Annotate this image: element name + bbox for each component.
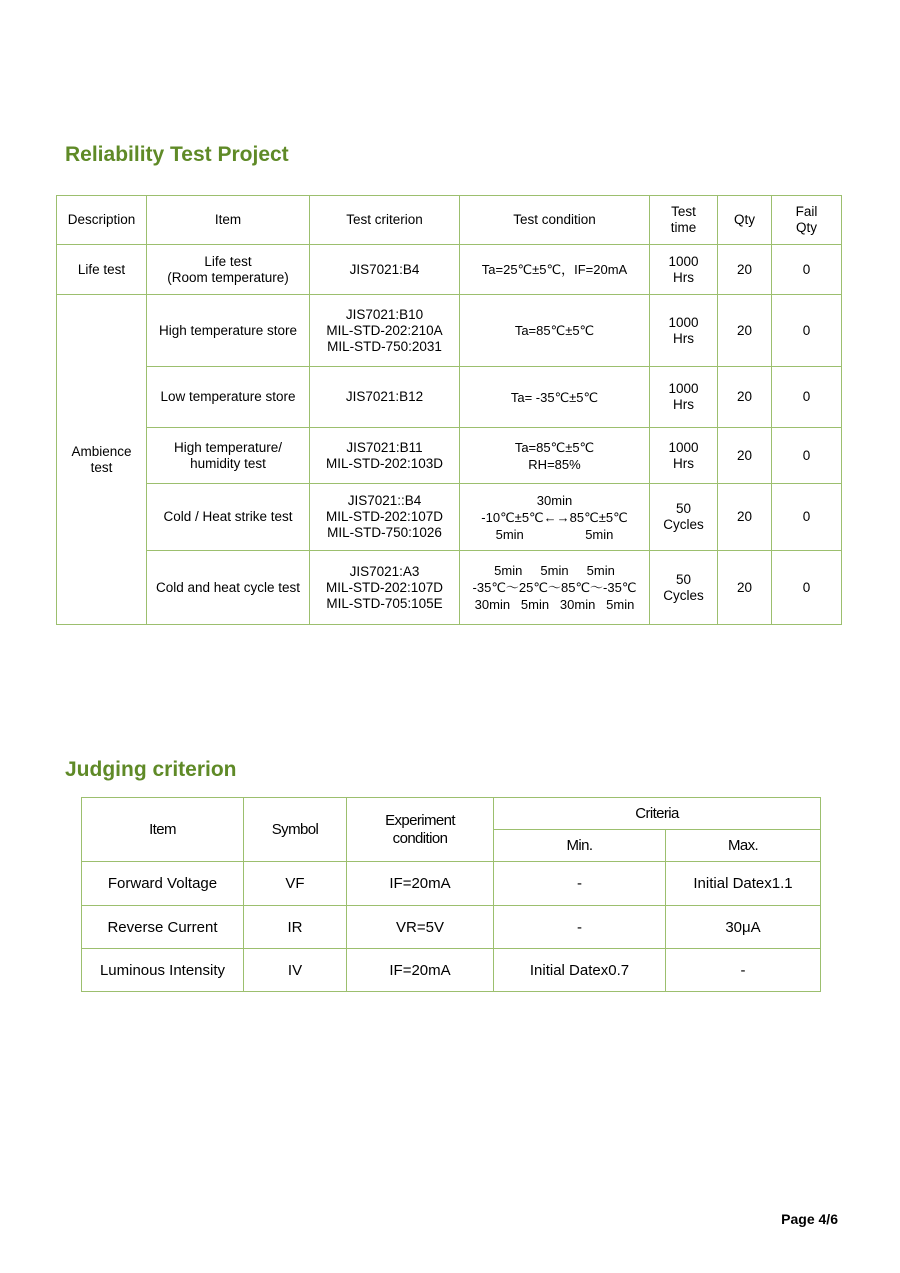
judging-min: - (494, 906, 666, 949)
header-item: Item (147, 196, 310, 245)
ambience-time: 50 Cycles (650, 551, 718, 625)
table-row (82, 862, 821, 906)
judging-condition: VR=5V (347, 906, 494, 949)
judging-table (81, 797, 821, 992)
ambience-fail: 0 (772, 428, 842, 484)
judging-symbol: IR (244, 906, 347, 949)
ambience-condition: 5min 5min 5min -35℃～25℃～85℃～-35℃ 30min 5min 30min 5min (460, 551, 650, 625)
header-criterion: Test criterion (310, 196, 460, 245)
table-row (82, 949, 821, 992)
header-min: Min. (494, 830, 666, 862)
page-number: Page 4/6 (781, 1211, 838, 1227)
table-row (57, 484, 842, 551)
reliability-title: Reliability Test Project (65, 143, 289, 166)
judging-condition: IF=20mA (347, 949, 494, 992)
ambience-fail: 0 (772, 295, 842, 367)
header-time: Test time (650, 196, 718, 245)
ambience-item: High temperature/ humidity test (147, 428, 310, 484)
header-experiment-condition: Experiment condition (347, 798, 494, 862)
judging-item: Forward Voltage (82, 862, 244, 906)
header-qty: Qty (718, 196, 772, 245)
ambience-time: 50 Cycles (650, 484, 718, 551)
header-fail: Fail Qty (772, 196, 842, 245)
ambience-criterion: JIS7021:B10 MIL-STD-202:210A MIL-STD-750:2031 (310, 295, 460, 367)
header-max: Max. (666, 830, 821, 862)
judging-max: 30μA (666, 906, 821, 949)
judging-max: Initial Datex1.1 (666, 862, 821, 906)
life-item: Life test (Room temperature) (147, 245, 310, 295)
table-row (57, 367, 842, 428)
ambience-item: High temperature store (147, 295, 310, 367)
ambience-qty: 20 (718, 484, 772, 551)
ambience-criterion: JIS7021:A3 MIL-STD-202:107D MIL-STD-705:105E (310, 551, 460, 625)
reliability-header-row (57, 196, 842, 245)
judging-min: - (494, 862, 666, 906)
life-fail: 0 (772, 245, 842, 295)
ambience-condition: Ta= -35℃±5℃ (460, 367, 650, 428)
ambience-condition: Ta=85℃±5℃ (460, 295, 650, 367)
header-criteria: Criteria (494, 798, 821, 830)
ambience-time: 1000 Hrs (650, 367, 718, 428)
ambience-item: Low temperature store (147, 367, 310, 428)
ambience-criterion: JIS7021::B4 MIL-STD-202:107D MIL-STD-750:1026 (310, 484, 460, 551)
life-qty: 20 (718, 245, 772, 295)
judging-title: Judging criterion (65, 758, 237, 781)
judging-min: Initial Datex0.7 (494, 949, 666, 992)
judging-symbol: VF (244, 862, 347, 906)
ambience-label: Ambience test (57, 295, 147, 625)
ambience-qty: 20 (718, 367, 772, 428)
judging-symbol: IV (244, 949, 347, 992)
judging-item: Luminous Intensity (82, 949, 244, 992)
ambience-qty: 20 (718, 295, 772, 367)
life-time: 1000 Hrs (650, 245, 718, 295)
table-row (57, 551, 842, 625)
ambience-time: 1000 Hrs (650, 428, 718, 484)
table-row (57, 245, 842, 295)
ambience-criterion: JIS7021:B11 MIL-STD-202:103D (310, 428, 460, 484)
reliability-table (56, 195, 842, 625)
ambience-qty: 20 (718, 428, 772, 484)
table-row (82, 906, 821, 949)
header-condition: Test condition (460, 196, 650, 245)
header-item: Item (82, 798, 244, 862)
table-row (57, 295, 842, 367)
ambience-fail: 0 (772, 484, 842, 551)
judging-item: Reverse Current (82, 906, 244, 949)
life-criterion: JIS7021:B4 (310, 245, 460, 295)
table-row (57, 428, 842, 484)
header-symbol: Symbol (244, 798, 347, 862)
ambience-criterion: JIS7021:B12 (310, 367, 460, 428)
ambience-fail: 0 (772, 551, 842, 625)
judging-max: - (666, 949, 821, 992)
ambience-condition: Ta=85℃±5℃ RH=85% (460, 428, 650, 484)
judging-condition: IF=20mA (347, 862, 494, 906)
life-condition: Ta=25℃±5℃，IF=20mA (460, 245, 650, 295)
judging-header-row (82, 798, 821, 830)
ambience-time: 1000 Hrs (650, 295, 718, 367)
ambience-item: Cold / Heat strike test (147, 484, 310, 551)
ambience-qty: 20 (718, 551, 772, 625)
life-description: Life test (57, 245, 147, 295)
header-description: Description (57, 196, 147, 245)
ambience-fail: 0 (772, 367, 842, 428)
ambience-item: Cold and heat cycle test (147, 551, 310, 625)
ambience-condition: 30min -10℃±5℃←→85℃±5℃ 5min 5min (460, 484, 650, 551)
